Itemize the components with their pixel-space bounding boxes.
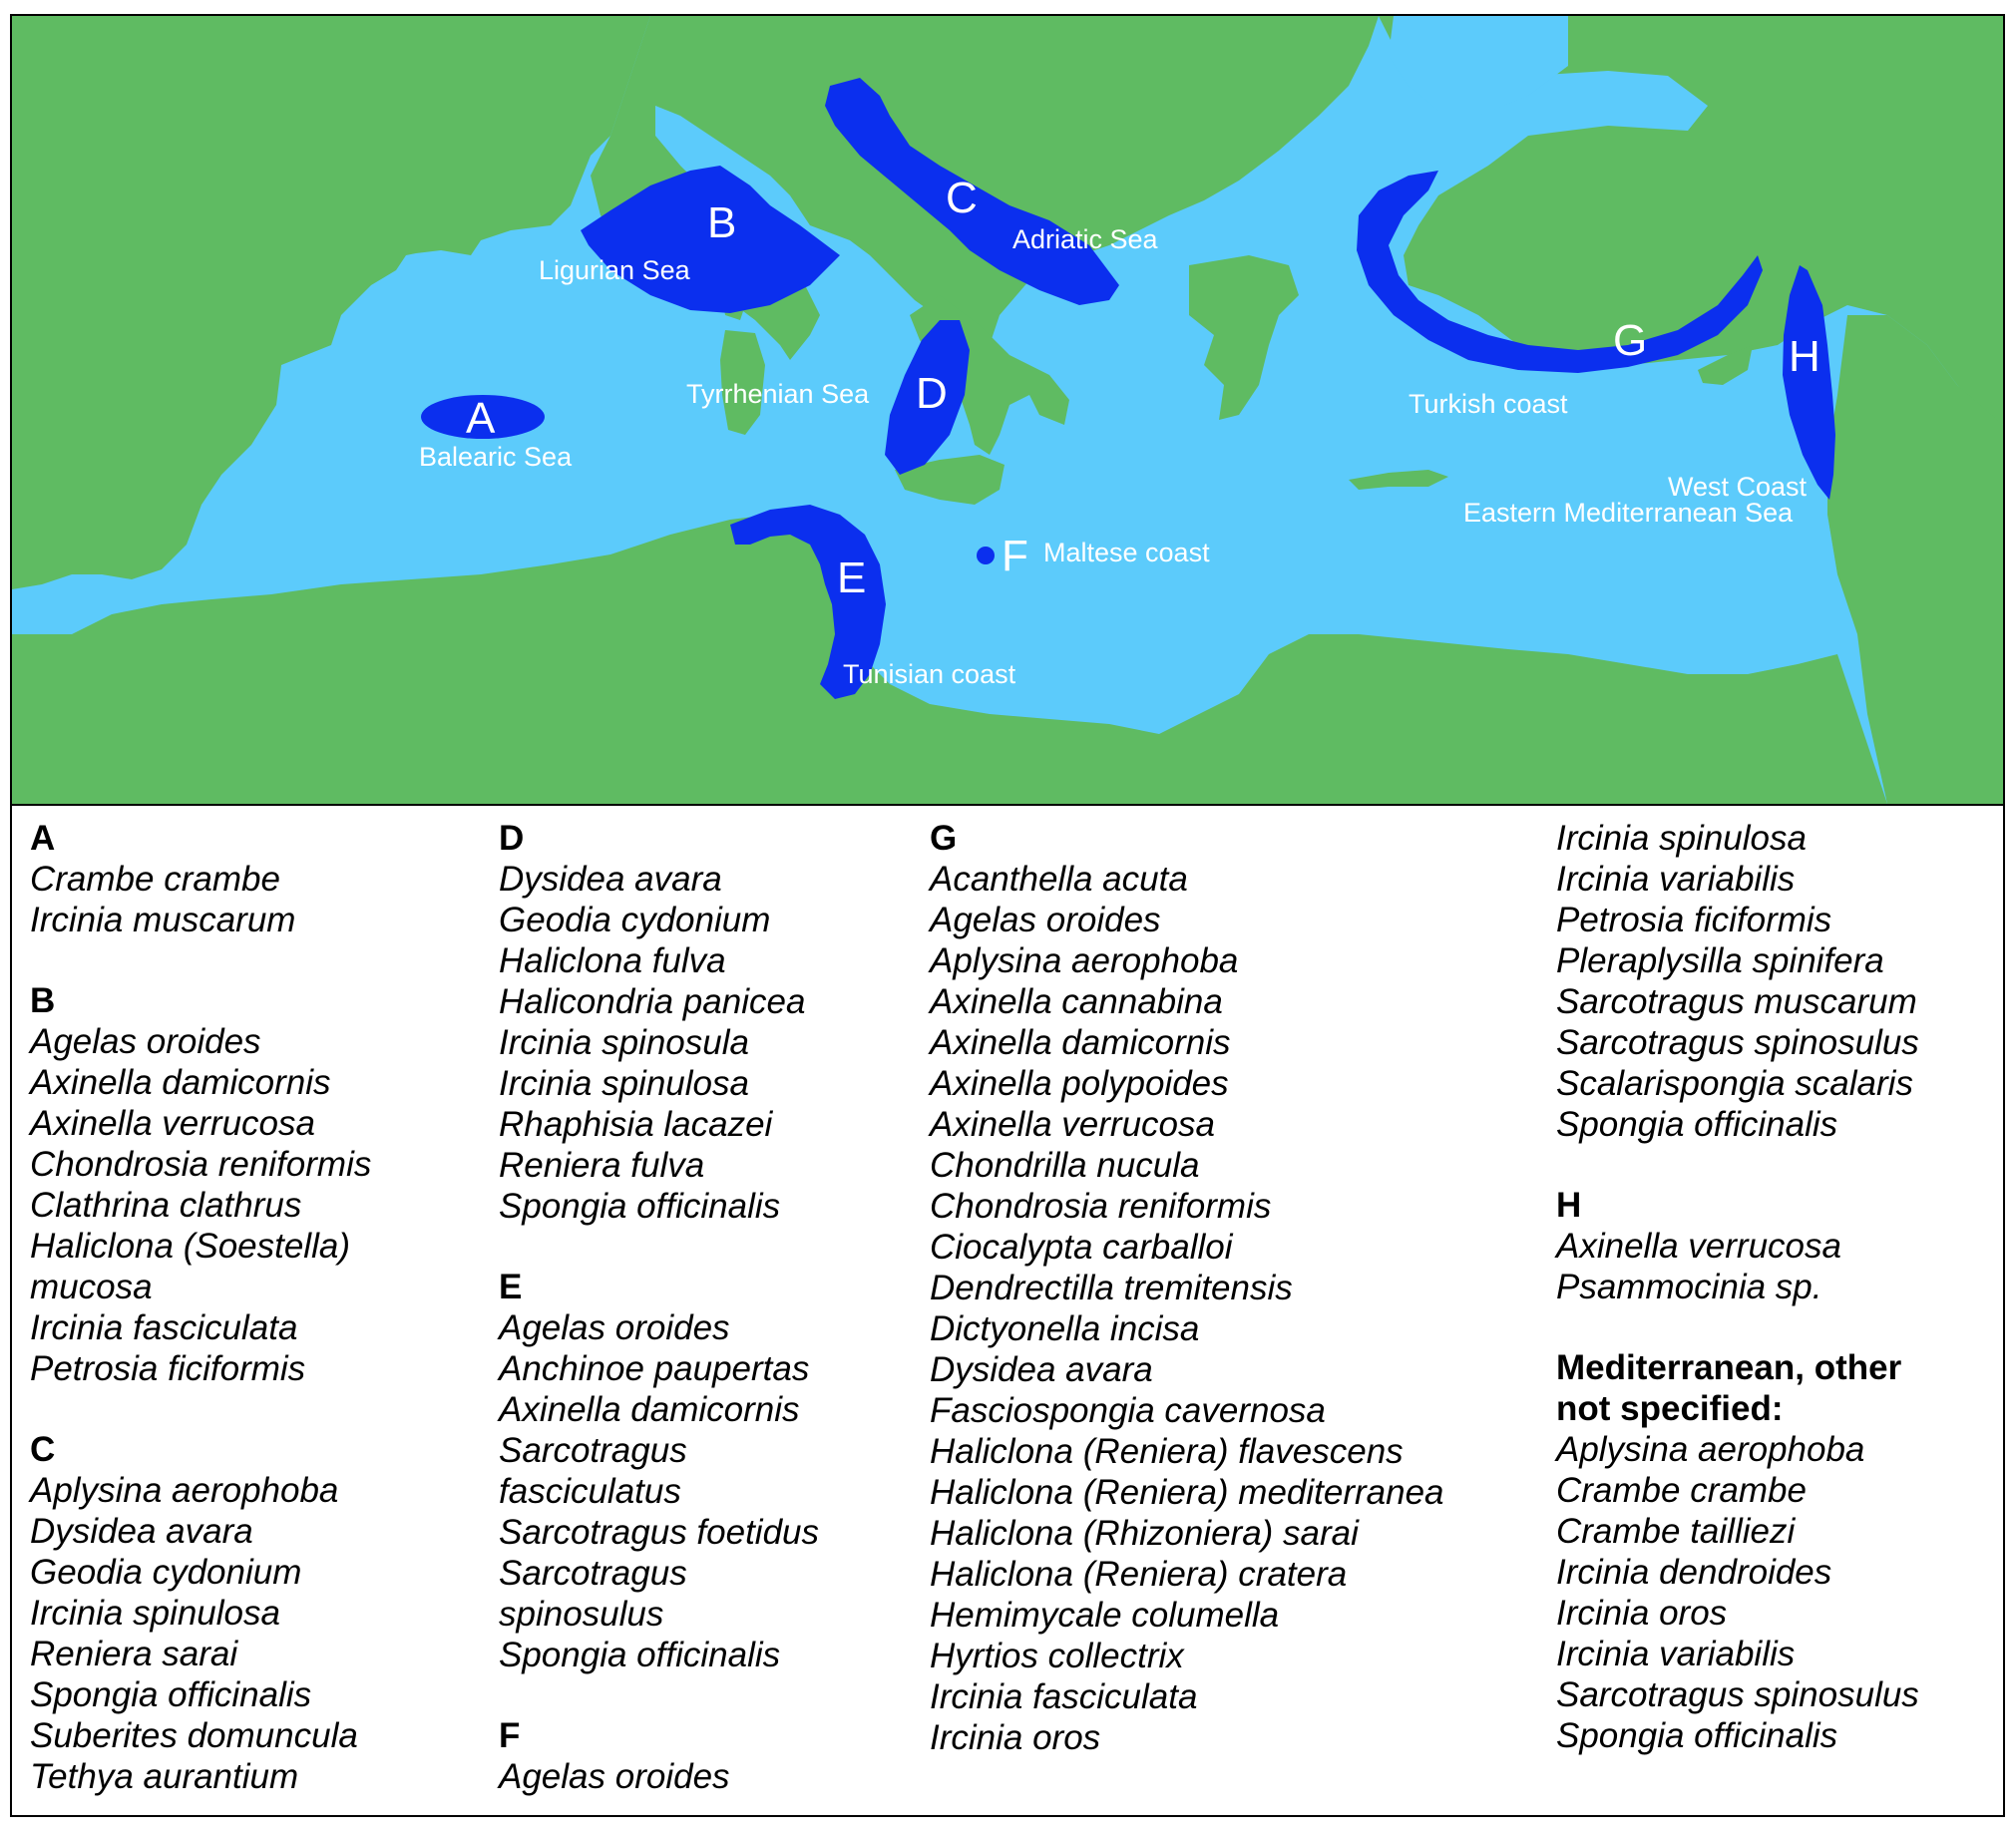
species-name: Haliclona (Soestella) <box>30 1227 350 1266</box>
species-name: Ircinia fasciculata <box>30 1308 298 1347</box>
mediterranean-map <box>12 16 2003 804</box>
species-name: Haliclona (Reniera) flavescens <box>930 1432 1404 1471</box>
legend-group-g-continued <box>1556 818 1919 1145</box>
species-name: Axinella damicornis <box>30 1063 331 1102</box>
species-name: Spongia officinalis <box>499 1187 781 1226</box>
legend-column-3 <box>930 818 1444 1798</box>
species-name: Aplysina aerophoba <box>930 941 1239 980</box>
legend-heading: not specified: <box>1556 1389 1784 1428</box>
species-name: Sarcotragus spinosulus <box>1556 1023 1919 1062</box>
species-name: Geodia cydonium <box>30 1553 302 1592</box>
legend-group-other <box>1556 1347 1919 1756</box>
legend-heading: D <box>499 819 525 858</box>
species-name: Ircinia spinosula <box>499 1023 749 1062</box>
label-balearic-sea: Balearic Sea <box>419 442 573 472</box>
species-name: Ircinia variabilis <box>1556 1635 1796 1673</box>
label-west-coast: West Coast <box>1668 472 1808 502</box>
region-d-letter: D <box>916 369 948 418</box>
legend-group-f <box>499 1715 819 1797</box>
region-b-letter: B <box>707 198 737 247</box>
species-name: Suberites domuncula <box>30 1716 358 1755</box>
region-f-letter: F <box>1002 532 1028 580</box>
species-name: Geodia cydonium <box>499 901 771 939</box>
region-h-letter: H <box>1789 332 1820 381</box>
species-name: Dictyonella incisa <box>930 1309 1200 1348</box>
species-name: Pleraplysilla spinifera <box>1556 941 1884 980</box>
species-name: Aplysina aerophoba <box>30 1471 339 1510</box>
map-legend-divider <box>12 804 2003 806</box>
species-name: Agelas oroides <box>499 1757 730 1796</box>
legend-heading: Mediterranean, other <box>1556 1348 1902 1387</box>
species-name: Chondrosia reniformis <box>30 1145 372 1184</box>
legend-heading: C <box>30 1430 56 1469</box>
legend-group-b <box>30 980 371 1389</box>
species-name: Ircinia spinulosa <box>30 1594 280 1633</box>
species-name: Petrosia ficiformis <box>30 1349 306 1388</box>
legend-group-h <box>1556 1185 1919 1307</box>
species-name: Axinella verrucosa <box>30 1104 315 1143</box>
region-e-letter: E <box>837 553 867 602</box>
species-name: Spongia officinalis <box>499 1636 781 1674</box>
species-name: Aplysina aerophoba <box>1556 1430 1865 1469</box>
legend-heading: E <box>499 1268 523 1306</box>
label-turkish-coast: Turkish coast <box>1409 389 1568 419</box>
species-name: Reniera fulva <box>499 1146 705 1185</box>
label-tyrrhenian-sea: Tyrrhenian Sea <box>686 379 870 409</box>
species-name: Scalarispongia scalaris <box>1556 1064 1913 1103</box>
species-name: Hemimycale columella <box>930 1596 1280 1635</box>
species-name: Ircinia spinulosa <box>1556 819 1807 858</box>
legend-group-c <box>30 1429 371 1797</box>
species-name: Ircinia muscarum <box>30 901 296 939</box>
species-name: Agelas oroides <box>930 901 1161 939</box>
species-name: Sarcotragus muscarum <box>1556 982 1917 1021</box>
species-name: Spongia officinalis <box>1556 1105 1838 1144</box>
species-name: Crambe crambe <box>1556 1471 1807 1510</box>
species-name: Psammocinia sp. <box>1556 1268 1822 1306</box>
legend-column-4 <box>1556 818 1919 1796</box>
species-name: Dysidea avara <box>930 1350 1153 1389</box>
species-name: mucosa <box>30 1268 153 1306</box>
species-name: spinosulus <box>499 1595 664 1634</box>
label-eastern-mediterranean-sea: Eastern Mediterranean Sea <box>1463 498 1794 528</box>
figure-frame <box>10 14 2005 1817</box>
species-name: Anchinoe paupertas <box>499 1349 810 1388</box>
legend-group-g <box>930 818 1444 1758</box>
legend-heading: G <box>930 819 958 858</box>
species-name: Ircinia fasciculata <box>930 1677 1198 1716</box>
species-name: Dysidea avara <box>499 860 722 899</box>
species-name: Petrosia ficiformis <box>1556 901 1832 939</box>
species-name: Haliclona fulva <box>499 941 726 980</box>
legend-heading: A <box>30 819 56 858</box>
species-name: Axinella cannabina <box>930 982 1223 1021</box>
species-name: Hyrtios collectrix <box>930 1637 1184 1675</box>
species-name: fasciculatus <box>499 1472 681 1511</box>
legend-heading: H <box>1556 1186 1582 1225</box>
species-name: Sarcotragus spinosulus <box>1556 1675 1919 1714</box>
species-name: Sarcotragus <box>499 1554 687 1593</box>
species-name: Spongia officinalis <box>30 1675 312 1714</box>
species-name: Ircinia dendroides <box>1556 1553 1832 1592</box>
species-name: Halicondria panicea <box>499 982 806 1021</box>
species-name: Ircinia spinulosa <box>499 1064 749 1103</box>
species-name: Ircinia variabilis <box>1556 860 1796 899</box>
legend-group-d <box>499 818 819 1227</box>
species-name: Crambe tailliezi <box>1556 1512 1796 1551</box>
species-name: Axinella damicornis <box>930 1023 1231 1062</box>
species-name: Chondrosia reniformis <box>930 1187 1272 1226</box>
species-name: Ircinia oros <box>930 1718 1101 1757</box>
region-f-shape <box>977 547 995 564</box>
species-name: Acanthella acuta <box>930 860 1188 899</box>
species-name: Axinella verrucosa <box>930 1105 1215 1144</box>
species-name: Ircinia oros <box>1556 1594 1728 1633</box>
species-name: Sarcotragus foetidus <box>499 1513 820 1552</box>
label-adriatic-sea: Adriatic Sea <box>1012 224 1158 254</box>
species-name: Axinella damicornis <box>499 1390 800 1429</box>
species-name: Haliclona (Reniera) cratera <box>930 1555 1348 1594</box>
legend-column-1 <box>30 818 371 1837</box>
species-name: Rhaphisia lacazei <box>499 1105 773 1144</box>
species-name: Chondrilla nucula <box>930 1146 1200 1185</box>
region-c-letter: C <box>946 174 978 222</box>
species-name: Axinella verrucosa <box>1556 1227 1841 1266</box>
species-name: Agelas oroides <box>30 1022 261 1061</box>
species-name: Dendrectilla tremitensis <box>930 1269 1293 1307</box>
species-name: Ciocalypta carballoi <box>930 1228 1233 1267</box>
label-tunisian-coast: Tunisian coast <box>843 659 1016 689</box>
region-g-letter: G <box>1613 316 1648 365</box>
species-name: Spongia officinalis <box>1556 1716 1838 1755</box>
legend-heading: F <box>499 1716 521 1755</box>
label-maltese-coast: Maltese coast <box>1043 538 1210 567</box>
legend-group-a <box>30 818 371 940</box>
label-ligurian-sea: Ligurian Sea <box>539 255 690 285</box>
species-name: Haliclona (Rhizoniera) sarai <box>930 1514 1359 1553</box>
species-name: Tethya aurantium <box>30 1757 299 1796</box>
region-a-letter: A <box>466 394 496 443</box>
species-name: Reniera sarai <box>30 1635 238 1673</box>
legend-group-e <box>499 1267 819 1675</box>
species-name: Agelas oroides <box>499 1308 730 1347</box>
species-name: Haliclona (Reniera) mediterranea <box>930 1473 1444 1512</box>
species-name: Axinella polypoides <box>930 1064 1229 1103</box>
legend-heading: B <box>30 981 56 1020</box>
species-name: Sarcotragus <box>499 1431 687 1470</box>
species-name: Clathrina clathrus <box>30 1186 302 1225</box>
species-name: Fasciospongia cavernosa <box>930 1391 1326 1430</box>
legend-column-2 <box>499 818 819 1837</box>
species-name: Dysidea avara <box>30 1512 253 1551</box>
species-name: Crambe crambe <box>30 860 280 899</box>
